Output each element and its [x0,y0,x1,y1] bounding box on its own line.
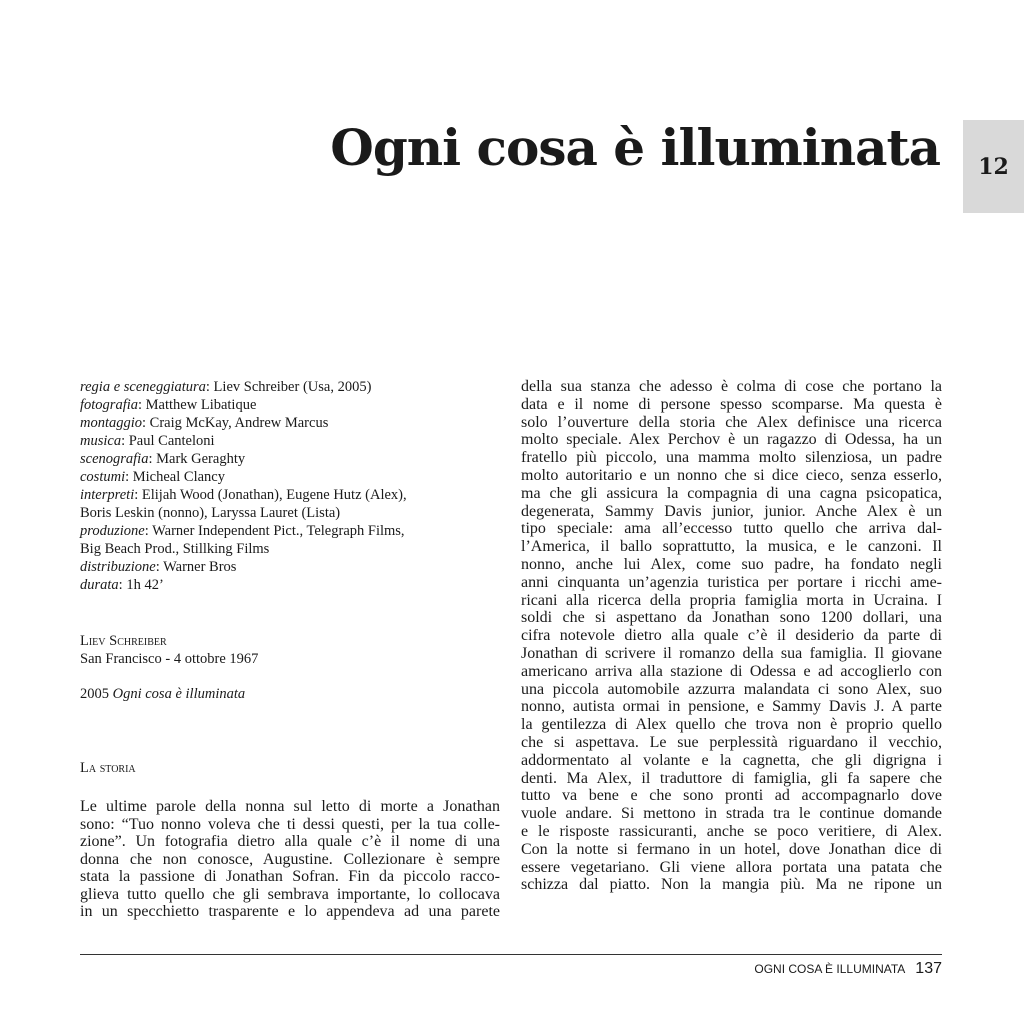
credit-role: produzione [80,523,145,539]
text-line: tutto va bene e che sono pronti ad accompagnarlo dove [521,787,942,805]
credit-role: distribuzione [80,559,156,575]
text-line: donna che non conosce, Augustine. Collezionare è sempre [80,850,500,868]
credit-value: : Matthew Libatique [138,397,257,413]
director-bio [80,632,500,668]
credit-line [80,432,500,450]
text-line: molto autoritario e un nonno che si dice cieco, senza esserlo, [521,466,942,484]
credit-line [80,504,500,522]
text-line: denti. Ma Alex, il traduttore di famiglia, gli fa sapere che [521,769,942,787]
credit-value: : Elijah Wood (Jonathan), Eugene Hutz (Alex), [134,487,407,503]
film-year: 2005 [80,686,109,702]
credit-line [80,378,500,396]
credit-line [80,450,500,468]
footer-divider [80,954,942,955]
credit-line [80,540,500,558]
credit-line [80,468,500,486]
credit-role: musica [80,433,122,449]
text-line: fratello più piccolo, una mamma molto silenziosa, un padre [521,449,942,467]
text-line: Con la notte si fermano in un hotel, dove Jonathan dice di [521,840,942,858]
text-line: glieva tutto quello che gli sembrava importante, lo collocava [80,885,500,903]
credit-value: Big Beach Prod., Stillking Films [80,541,270,557]
page-footer [754,960,942,978]
credit-value: : Paul Canteloni [121,433,215,449]
credit-value: : Liev Schreiber (Usa, 2005) [205,379,372,395]
credit-role: interpreti [80,487,135,503]
chapter-number-tab: 12 [963,120,1024,213]
text-line: la gentilezza di Alex quello che trova non è proprio quello [521,716,942,734]
text-line: degenerata, Sammy Davis junior, junior. Anche Alex è un [521,502,942,520]
text-line: in un specchietto trasparente e lo appendeva ad una parete [80,903,500,920]
director-name: Liev Schreiber [80,633,167,649]
credit-value: : Micheal Clancy [125,469,225,485]
text-line: solo l’ouverture della storia che Alex definisce una ricerca [521,413,942,431]
credit-role: montaggio [80,415,143,431]
credit-line [80,414,500,432]
credit-line [80,396,500,414]
director-birth: San Francisco - 4 ottobre 1967 [80,651,259,667]
credit-role: regia e sceneggiatura [80,379,206,395]
credit-line [80,576,500,594]
text-line: cifra notevole dietro alla quale c’è il desiderio da parte di [521,627,942,645]
section-heading: La storia [80,760,136,776]
film-credits [80,378,500,594]
text-line: l’America, il ballo soprattutto, la musica, e le canzoni. Il [521,538,942,556]
credit-role: costumi [80,469,126,485]
credit-value: Boris Leskin (nonno), Laryssa Lauret (Lista) [80,505,341,521]
text-line: ma che gli assicura la compagnia di una cagna psicopatica, [521,484,942,502]
text-line: schizza dal piatto. Non la mangia più. Ma ne ripone un [521,876,942,894]
running-title: OGNI COSA È ILLUMINATA [754,962,906,976]
film-title: Ogni cosa è illuminata [112,686,246,702]
text-line: data e il nome di persone spesso scomparse. Ma questa è [521,395,942,413]
credit-value: : Mark Geraghty [148,451,246,467]
text-line: nonno, anche lui Alex, come suo padre, ha fondato negli [521,555,942,573]
credit-line [80,558,500,576]
body-text-right-column [521,378,942,894]
body-text-left-column [80,798,500,921]
text-line: addormentato al volante e la cagnetta, che gli digrigna i [521,751,942,769]
credit-value: : Warner Bros [155,559,237,575]
text-line: molto speciale. Alex Perchov è un ragazzo di Odessa, ha un [521,431,942,449]
text-line: una piccola automobile azzurra malandata ci sono Alex, suo [521,680,942,698]
text-line: Jonathan di scrivere il romanzo della sua famiglia. Il giovane [521,644,942,662]
credit-role: fotografia [80,397,139,413]
credit-line [80,522,500,540]
credit-role: durata [80,577,119,593]
credit-value: : 1h 42’ [118,577,164,593]
text-line: nonno, autista ormai in pensione, e Sammy Davis J. A parte [521,698,942,716]
text-line: soldi che si aspettano da Jonathan sono 1200 dollari, una [521,609,942,627]
text-line: vuole andare. Si mettono in strada tra le continue domande [521,805,942,823]
credit-line [80,486,500,504]
text-line: e le risposte rassicuranti, anche se poco veritiere, di Alex. [521,822,942,840]
text-line: anni cinquanta un’agenzia turistica per portare i ricchi ame- [521,573,942,591]
text-line: stata la passione di Jonathan Sofran. Fin da piccolo racco- [80,868,500,885]
credit-value: : Warner Independent Pict., Telegraph Films, [144,523,405,539]
text-line: essere vegetariano. Gli viene allora portata una patata che [521,858,942,876]
text-line: zione”. Un fotografia dietro alla quale c’è il nome di una [80,833,500,850]
text-line: americano arriva alla stazione di Odessa e ad accoglierlo con [521,662,942,680]
filmography-entry [80,686,245,703]
text-line: Le ultime parole della nonna sul letto di morte a Jonathan [80,798,500,815]
text-line: che si aspettava. Le sue perplessità riguardano il vecchio, [521,733,942,751]
page-title: Ogni cosa è illuminata [330,118,940,177]
text-line: della sua stanza che adesso è colma di cose che portano la [521,378,942,395]
credit-value: : Craig McKay, Andrew Marcus [142,415,329,431]
page-number: 137 [915,960,942,977]
text-line: ricani alla ricerca della propria famiglia morta in Ucraina. I [521,591,942,609]
text-line: sono: “Tuo nonno voleva che ti dessi questi, per la tua colle- [80,815,500,833]
text-line: tipo speciale: ama all’eccesso tutto quello che arriva dal- [521,520,942,538]
credit-role: scenografia [80,451,149,467]
